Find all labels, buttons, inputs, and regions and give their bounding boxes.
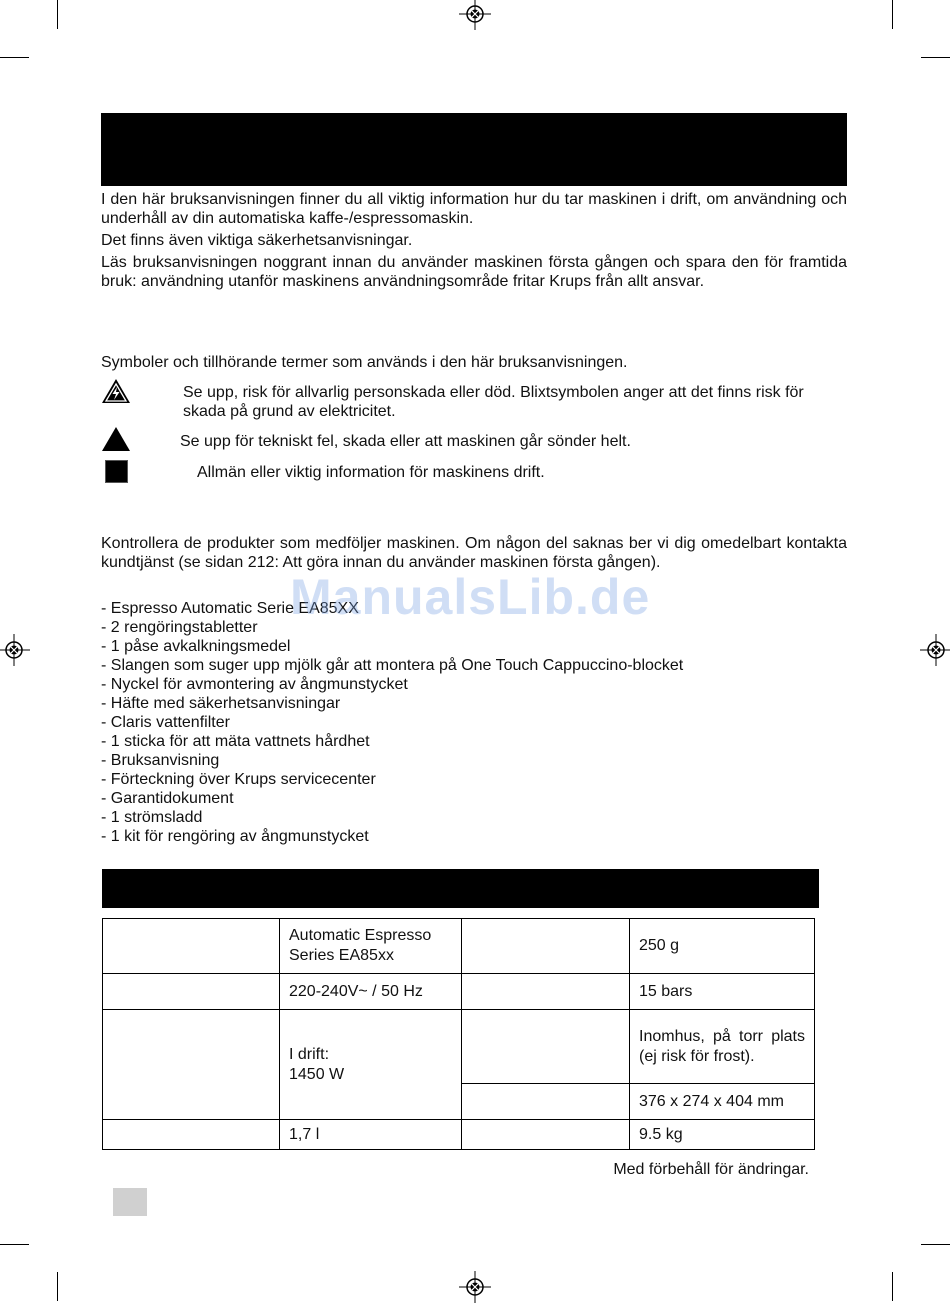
- spec-label-cell: [462, 1120, 630, 1150]
- spec-label-cell: [462, 974, 630, 1010]
- list-item: - 1 påse avkalkningsmedel: [101, 638, 291, 655]
- warning-triangle-icon: [101, 426, 131, 452]
- list-item: - 1 kit för rengöring av ångmunstycket: [101, 828, 369, 845]
- spec-label-cell: [103, 1010, 280, 1120]
- intro-paragraph-3: Läs bruksanvisningen noggrant innan du använder maskinen första gången och spara den för framtida bruk: användning utanför maskinens användningsområde fritar Krups från allt ansvar.: [101, 254, 847, 290]
- spec-label-cell: [462, 1084, 630, 1120]
- contents-intro: Kontrollera de produkter som medföljer maskinen. Om någon del saknas ber vi dig omedelbart kontakta kundtjänst (se sidan 212: Att göra innan du använder maskinen första gången).: [101, 535, 847, 571]
- registration-mark-icon: [459, 0, 491, 30]
- list-item: - Nyckel för avmontering av ångmunstycket: [101, 676, 408, 693]
- crop-mark: [892, 1272, 893, 1301]
- symbol-text-info: Allmän eller viktig information för maskinens drift.: [197, 464, 545, 481]
- list-item: - Garantidokument: [101, 790, 234, 807]
- spec-label-cell: [103, 974, 280, 1010]
- spec-power-line1: I drift:: [289, 1045, 330, 1063]
- registration-mark-icon: [459, 1271, 491, 1303]
- info-square-icon: [105, 460, 128, 483]
- list-item: - Claris vattenfilter: [101, 714, 230, 731]
- table-row: [103, 974, 815, 1010]
- spec-water: 1,7 l: [280, 1120, 462, 1150]
- crop-mark: [0, 1244, 29, 1245]
- spec-label-cell: [462, 1010, 630, 1084]
- list-item: - Förteckning över Krups servicecenter: [101, 771, 376, 788]
- spec-location: Inomhus, på torr plats (ej risk för frost).: [630, 1010, 815, 1084]
- list-item: - 2 rengöringstabletter: [101, 619, 258, 636]
- list-item: - Espresso Automatic Serie EA85XX: [101, 600, 359, 617]
- page-number-box: [113, 1188, 147, 1216]
- list-item: - Slangen som suger upp mjölk går att montera på One Touch Cappuccino-blocket: [101, 657, 684, 674]
- crop-mark: [921, 57, 950, 58]
- spec-power: [280, 1010, 462, 1120]
- spec-voltage: 220-240V~ / 50 Hz: [280, 974, 462, 1010]
- table-row: [103, 919, 815, 974]
- intro-paragraph-1: I den här bruksanvisningen finner du all viktig information hur du tar maskinen i drift, om användning och underhåll av din automatiska kaffe-/espressomaskin.: [101, 191, 847, 227]
- footer-note: Med förbehåll för ändringar.: [613, 1161, 809, 1178]
- spec-label-cell: [103, 1120, 280, 1150]
- lightning-warning-icon: [101, 378, 131, 404]
- symbol-text-technical: Se upp för tekniskt fel, skada eller att maskinen går sönder helt.: [180, 433, 631, 450]
- symbols-intro: Symboler och tillhörande termer som används i den här bruksanvisningen.: [101, 354, 628, 371]
- spec-weight: 9.5 kg: [630, 1120, 815, 1150]
- spec-label-cell: [462, 919, 630, 974]
- specs-table: [102, 918, 815, 1150]
- list-item: - 1 sticka för att mäta vattnets hårdhet: [101, 733, 370, 750]
- crop-mark: [57, 1272, 58, 1301]
- spec-model: Automatic Espresso Series EA85xx: [280, 919, 462, 974]
- list-item: - Häfte med säkerhetsanvisningar: [101, 695, 341, 712]
- crop-mark: [0, 57, 29, 58]
- contents-list: [101, 599, 683, 846]
- watermark: ManualsLib.de: [290, 569, 651, 625]
- crop-mark: [57, 0, 58, 29]
- list-item: - Bruksanvisning: [101, 752, 220, 769]
- header-bar: [101, 113, 847, 186]
- registration-mark-icon: [920, 634, 950, 666]
- spec-pressure: 15 bars: [630, 974, 815, 1010]
- crop-mark: [892, 0, 893, 29]
- specs-header-bar: [102, 869, 819, 908]
- spec-beans: 250 g: [630, 919, 815, 974]
- crop-mark: [921, 1244, 950, 1245]
- intro-paragraph-2: Det finns även viktiga säkerhetsanvisningar.: [101, 232, 413, 249]
- symbol-text-electric: Se upp, risk för allvarlig personskada eller död. Blixtsymbolen anger att det finns risk för skada på grund av elektricitet.: [183, 384, 804, 420]
- spec-power-line2: 1450 W: [289, 1065, 345, 1083]
- registration-mark-icon: [0, 634, 30, 666]
- spec-dimensions: 376 x 274 x 404 mm: [630, 1084, 815, 1120]
- table-row: [103, 1010, 815, 1084]
- table-row: [103, 1120, 815, 1150]
- list-item: - 1 strömsladd: [101, 809, 203, 826]
- spec-label-cell: [103, 919, 280, 974]
